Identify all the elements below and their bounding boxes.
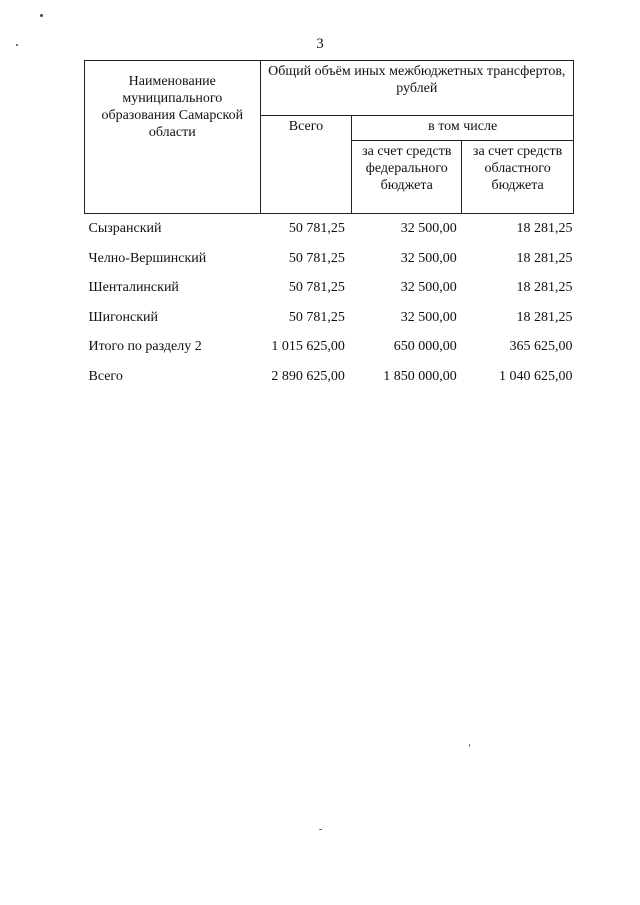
table-row (85, 244, 574, 274)
header-regional-budget: за счет средств областного бюджета (462, 141, 574, 214)
table-row-subtotal (85, 332, 574, 362)
table-row (85, 303, 574, 333)
row-total: 2 890 625,00 (271, 368, 345, 384)
row-regional: 365 625,00 (509, 339, 573, 355)
row-total: 50 781,25 (288, 280, 345, 296)
row-regional: 18 281,25 (516, 250, 573, 266)
row-total: 50 781,25 (288, 250, 345, 266)
table-row (85, 214, 574, 244)
row-name: Шигонский (88, 309, 159, 325)
row-name: Шенталинский (88, 280, 179, 296)
row-federal: 650 000,00 (393, 339, 457, 355)
row-name: Итого по разделу 2 (88, 339, 202, 355)
scan-speck (319, 829, 322, 830)
row-federal: 32 500,00 (400, 309, 457, 325)
header-total-volume: Общий объём иных межбюджетных трансфертов, рублей (260, 61, 573, 116)
header-municipality-name: Наименование муниципального образования Самарской области (85, 61, 261, 214)
row-name: Всего (88, 368, 123, 384)
row-federal: 32 500,00 (400, 221, 457, 237)
scan-speck (16, 44, 18, 46)
scan-speck (40, 14, 43, 17)
header-federal-budget: за счет средств федерального бюджета (352, 141, 462, 214)
row-federal: 1 850 000,00 (383, 368, 457, 384)
row-regional: 18 281,25 (516, 280, 573, 296)
row-total: 1 015 625,00 (271, 339, 345, 355)
row-regional: 1 040 625,00 (499, 368, 573, 384)
table-row-grand-total (85, 362, 574, 392)
row-regional: 18 281,25 (516, 309, 573, 325)
header-including: в том числе (352, 116, 574, 141)
row-name: Сызранский (88, 221, 162, 237)
row-name: Челно-Вершинский (88, 250, 207, 266)
row-total: 50 781,25 (288, 221, 345, 237)
row-federal: 32 500,00 (400, 280, 457, 296)
header-all: Всего (260, 116, 352, 214)
table-header (85, 61, 574, 214)
table-body (85, 214, 574, 392)
page-number: 3 (316, 36, 324, 52)
table-row (85, 273, 574, 303)
transfers-table (84, 60, 574, 391)
scan-speck (469, 744, 470, 747)
row-total: 50 781,25 (288, 309, 345, 325)
row-federal: 32 500,00 (400, 250, 457, 266)
row-regional: 18 281,25 (516, 221, 573, 237)
